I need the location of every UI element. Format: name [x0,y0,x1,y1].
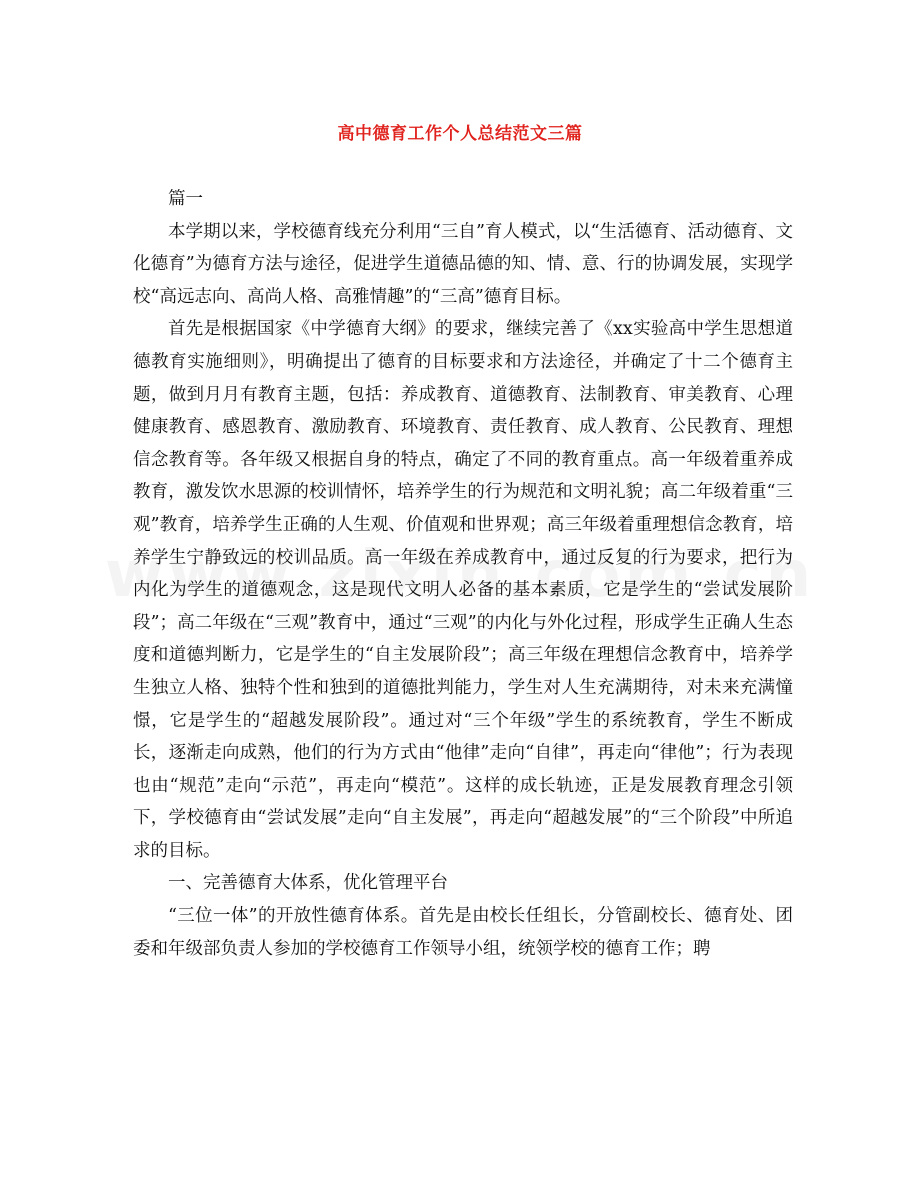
paragraph: 本学期以来，学校德育线充分利用“三自”育人模式，以“生活德育、活动德育、文化德育”为德育方法与途径，促进学生道德品德的知、情、意、行的协调发展，实现学校“高远志向、高尚人格、高雅情趣”的“三高”德育目标。 [133,221,793,307]
paragraph: 首先是根据国家《中学德育大纲》的要求，继续完善了《xx实验高中学生思想道德教育实施细则》，明确提出了德育的目标要求和方法途径，并确定了十二个德育主题，做到月月有教育主题，包括：养成教育、道德教育、法制教育、审美教育、心理健康教育、感恩教育、激励教育、环境教育、责任教育、成人教育、公民教育、理想信念教育等。各年级又根据自身的特点，确定了不同的教育重点。高一年级着重养成教育，激发饮水思源的校训情怀，培养学生的行为规范和文明礼貌；高二年级着重“三观”教育，培养学生正确的人生观、价值观和世界观；高三年级着重理想信念教育，培养学生宁静致远的校训品质。高一年级在养成教育中，通过反复的行为要求，把行为内化为学生的道德观念，这是现代文明人必备的基本素质，它是学生的“尝试发展阶段”；高二年级在“三观”教育中，通过“三观”的内化与外化过程，形成学生正确人生态度和道德判断力，它是学生的“自主发展阶段”；高三年级在理想信念教育中，培养学生独立人格、独特个性和独到的道德批判能力，学生对人生充满期待，对未来充满憧憬，它是学生的“超越发展阶段”。通过对“三个年级”学生的系统教育，学生不断成长，逐渐走向成熟，他们的行为方式由“他律”走向“自律”，再走向“律他”；行为表现也由“规范”走向“示范”，再走向“模范”。这样的成长轨迹，正是发展教育理念引领下，学校德育由“尝试发展”走向“自主发展”，再走向“超越发展”的“三个阶段”中所追求的目标。 [133,319,793,861]
document-title: 高中德育工作个人总结范文三篇 [337,124,583,144]
section-heading: 篇一 [168,189,203,209]
paragraph: “三位一体”的开放性德育体系。首先是由校长任组长，分管副校长、德育处、团委和年级部负责人参加的学校德育工作领导小组，统领学校的德育工作；聘 [133,906,793,959]
section-heading: 一、完善德育大体系，优化管理平台 [168,873,448,894]
document-body [133,183,793,965]
